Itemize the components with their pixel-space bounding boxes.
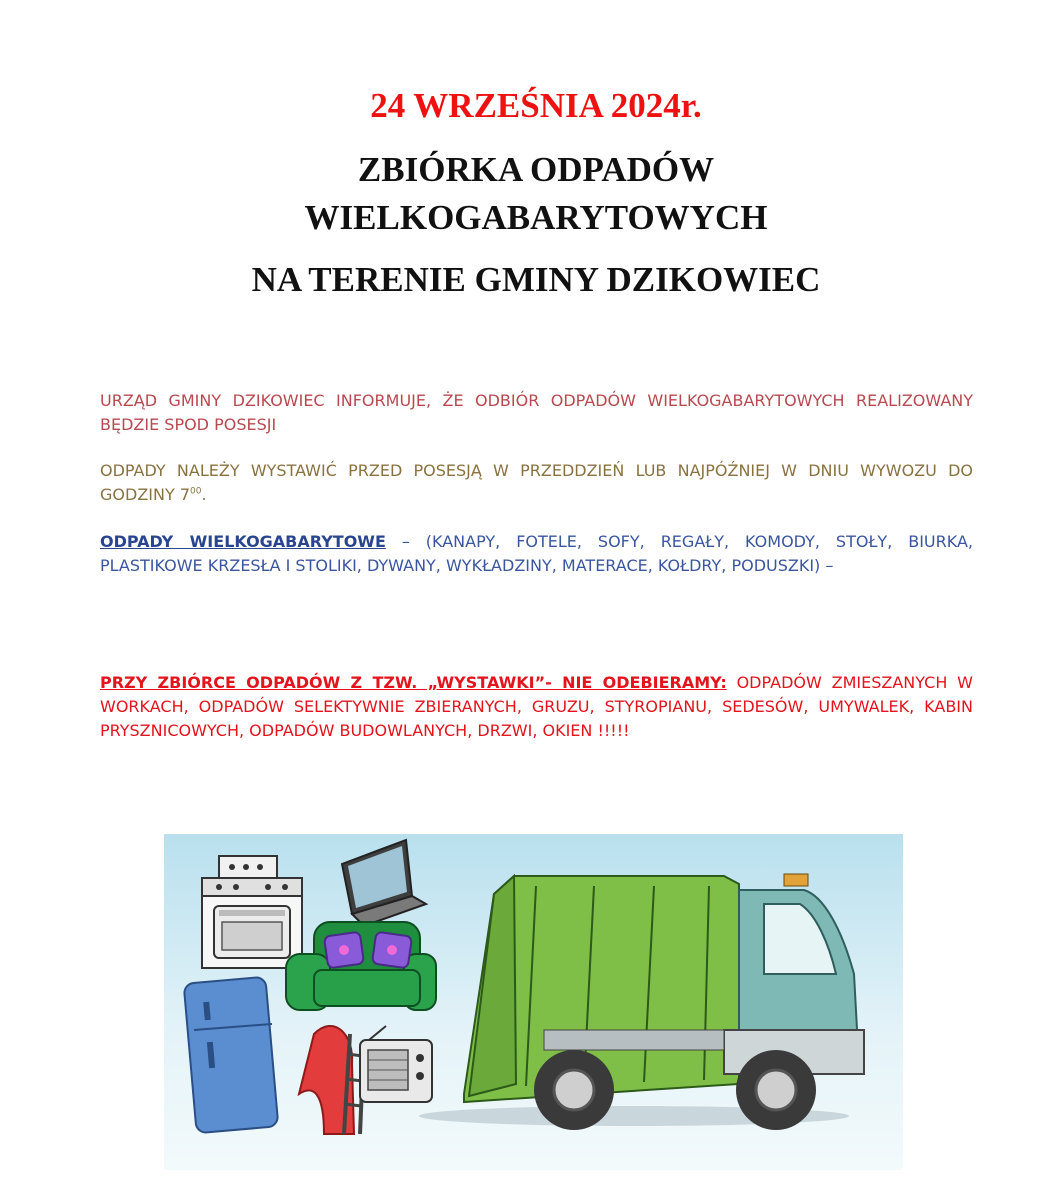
time-period: . [201, 485, 207, 504]
time-text: ODPADY NALEŻY WYSTAWIĆ PRZED POSESJĄ W PRZEDDZIEŃ LUB NAJPÓŹNIEJ W DNIU WYWOZU DO GODZINY 7 [100, 461, 973, 504]
date-heading: 24 WRZEŚNIA 2024r. [370, 86, 702, 125]
fridge-icon [184, 977, 279, 1134]
excluded-waste-label: PRZY ZBIÓRCE ODPADÓW Z TZW. „WYSTAWKI”- NIE ODEBIERAMY: [100, 673, 727, 692]
title-line-3: NA TERENIE GMINY DZIKOWIEC [251, 260, 821, 299]
excluded-waste-list: ODPADÓW ZMIESZANYCH W WORKACH, ODPADÓW SELEKTYWNIE ZBIERANYCH, GRUZU, STYROPIANU, SEDESÓW, UMYWALEK, KABIN PRYSZNICOWYCH, ODPADÓW BUDOWLANYCH, DRZWI, OKIEN !!!!! [100, 673, 973, 740]
garbage-truck-illustration [164, 834, 903, 1170]
title-line-1: ZBIÓRKA ODPADÓW [357, 150, 715, 189]
title-line-2: WIELKOGABARYTOWYCH [304, 198, 768, 237]
bulky-waste-list: – (KANAPY, FOTELE, SOFY, REGAŁY, KOMODY, STOŁY, BIURKA, PLASTIKOWE KRZESŁA I STOLIKI, DYWANY, WYKŁADZINY, MATERACE, KOŁDRY, PODUSZKI) – [100, 532, 973, 575]
bulky-waste-paragraph [100, 530, 973, 578]
bulky-waste-label: ODPADY WIELKOGABARYTOWE [100, 532, 386, 551]
info-paragraph: URZĄD GMINY DZIKOWIEC INFORMUJE, ŻE ODBIÓR ODPADÓW WIELKOGABARYTOWYCH REALIZOWANY BĘDZIE SPOD POSESJI [100, 391, 973, 434]
time-paragraph [100, 459, 973, 507]
excluded-waste-paragraph [100, 671, 973, 743]
time-superscript: 00 [190, 486, 202, 497]
